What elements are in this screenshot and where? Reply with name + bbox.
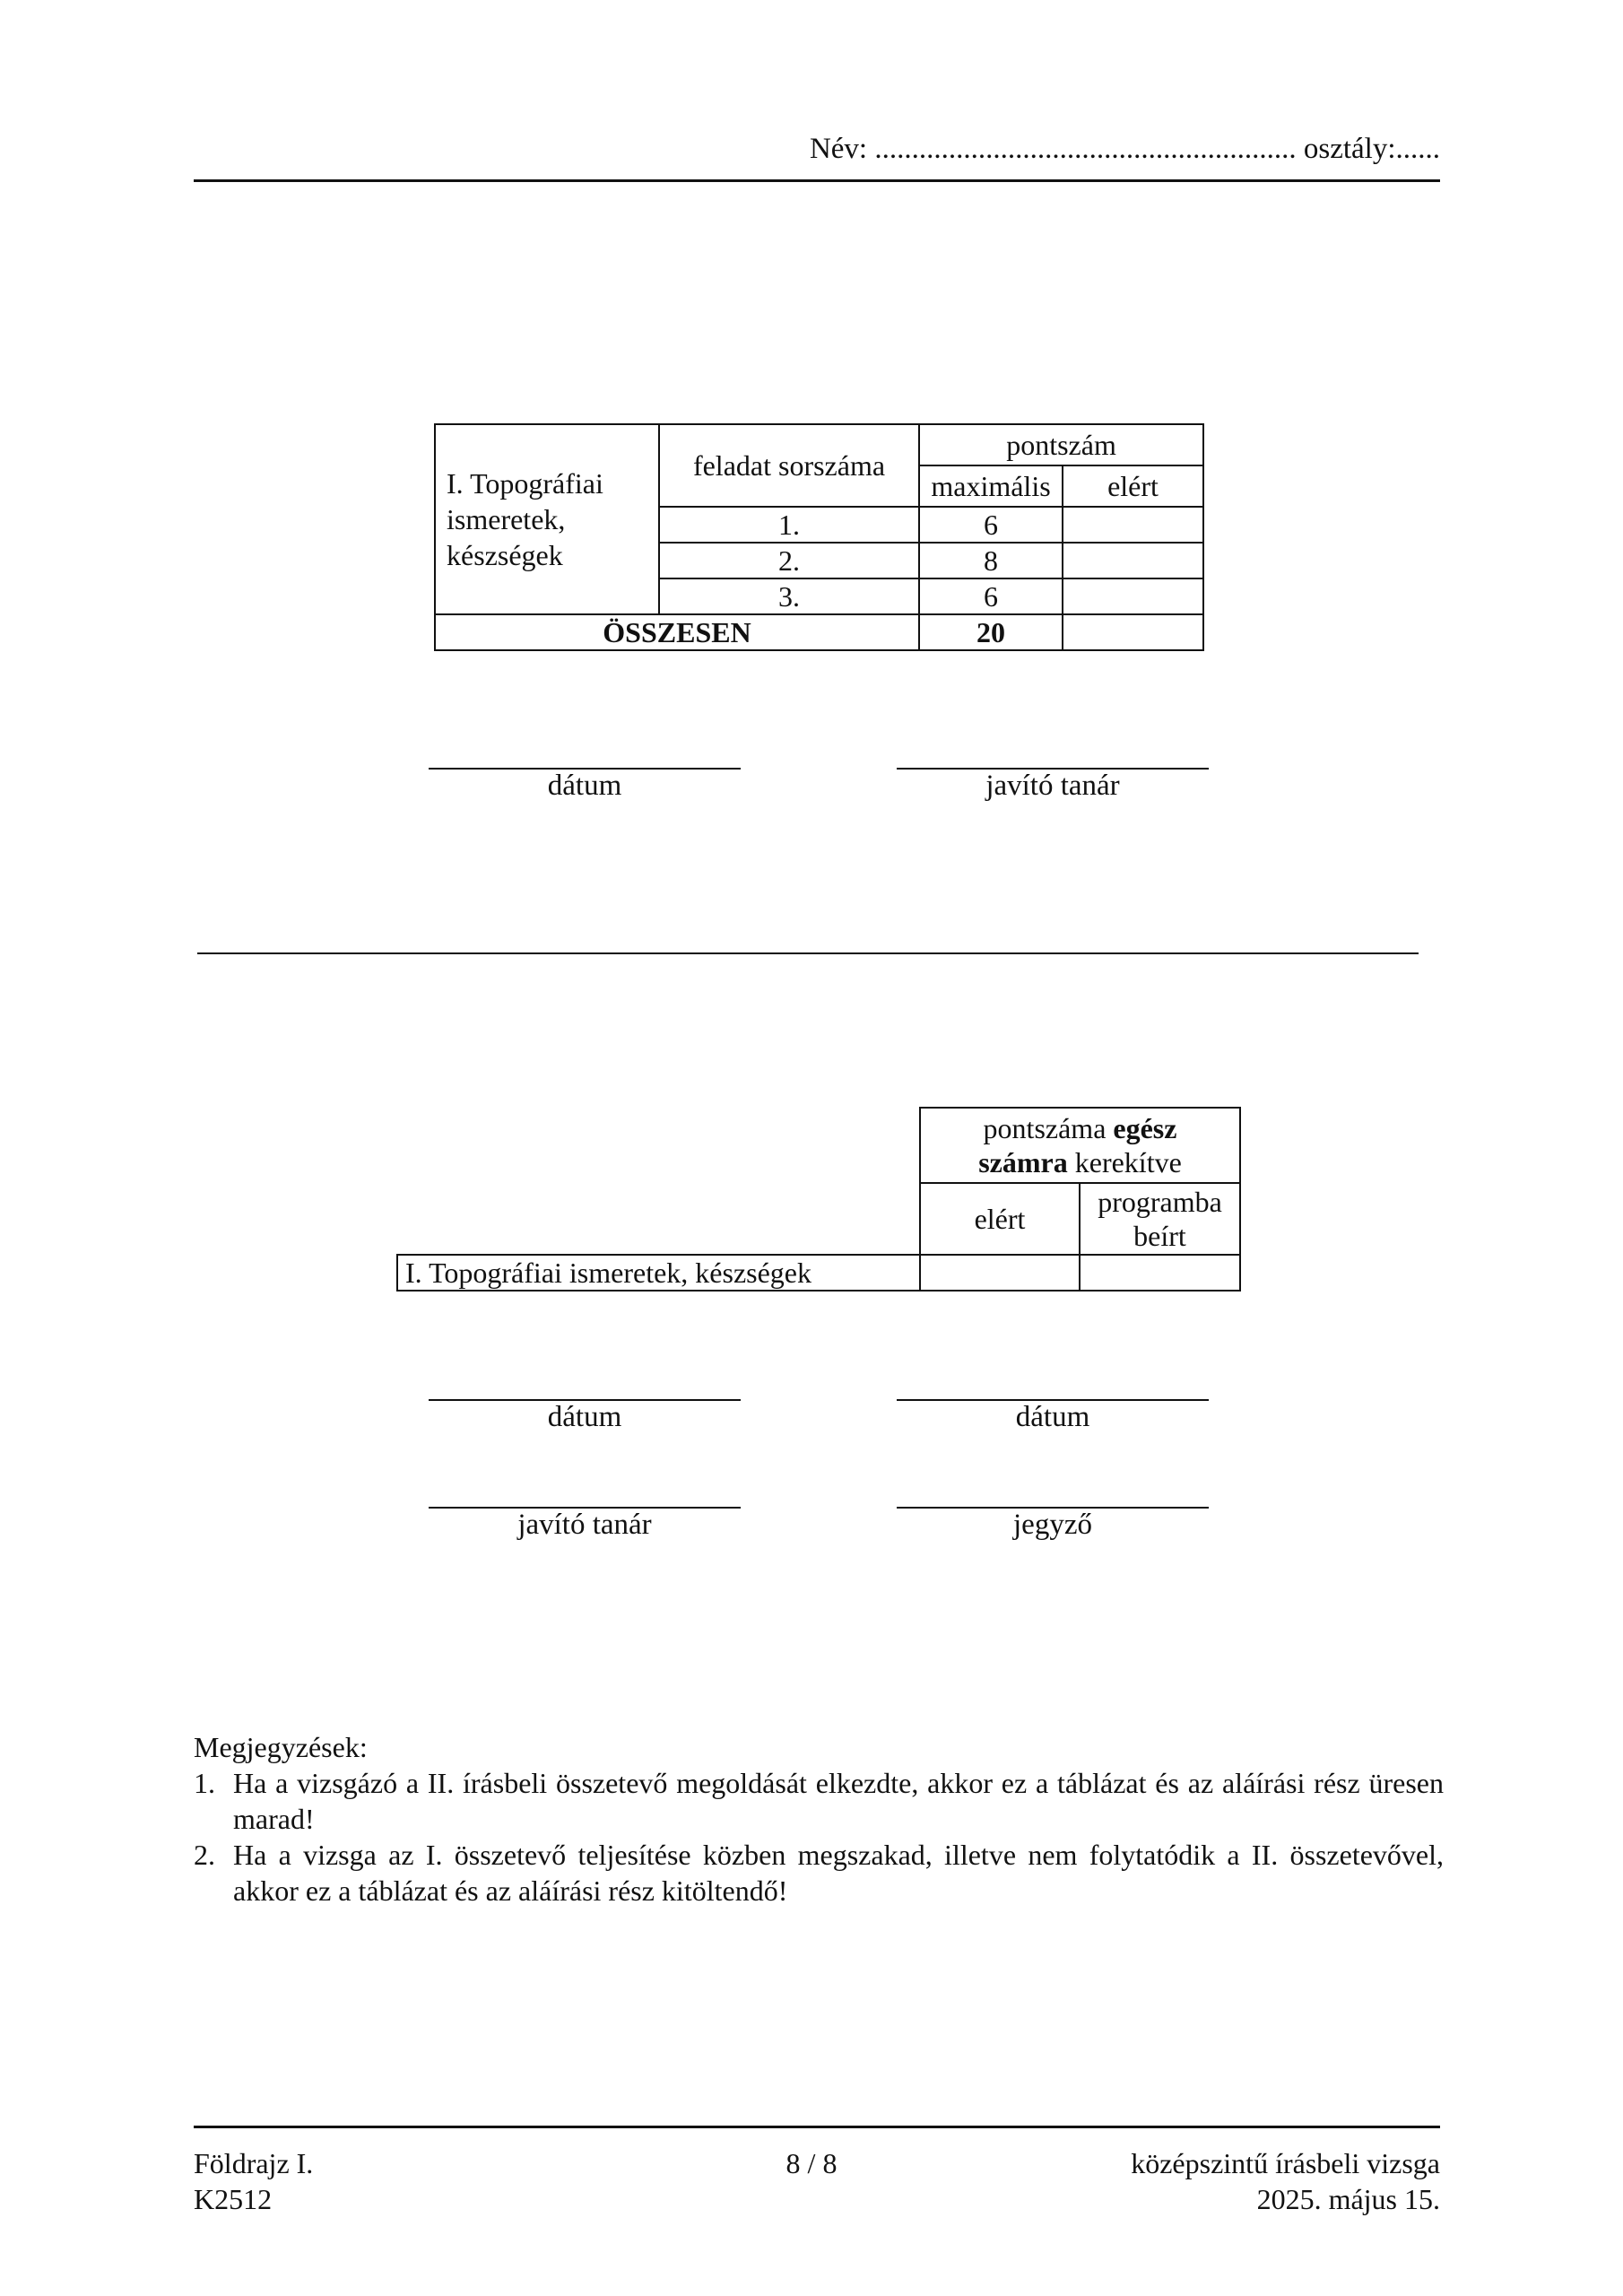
total-label: ÖSSZESEN (435, 614, 919, 650)
total-achieved-points[interactable] (1063, 614, 1203, 650)
section-divider (197, 952, 1419, 954)
summary-table (396, 1107, 1241, 1292)
section-label-line: ismeretek, (447, 503, 566, 535)
summary-program-cell[interactable] (1080, 1255, 1240, 1291)
footer-code: K2512 (194, 2183, 273, 2215)
task-number-cell: 1. (659, 507, 919, 543)
rounded-points-header-bold: számra (978, 1146, 1068, 1178)
program-entered-header (1080, 1183, 1240, 1255)
max-points-header: maximális (919, 465, 1063, 507)
note-item (194, 1837, 1444, 1909)
program-entered-header-line: beírt (1133, 1220, 1186, 1252)
points-header: pontszám (919, 424, 1203, 465)
score-table (434, 423, 1204, 651)
note-number: 2. (194, 1839, 215, 1871)
achieved-header: elért (920, 1183, 1080, 1255)
teacher-label: javító tanár (517, 1509, 652, 1541)
note-text: Ha a vizsgázó a II. írásbeli összetevő megoldását elkezdte, akkor ez a táblázat és az aláírási rész üresen marad! (233, 1767, 1444, 1835)
notes-title: Megjegyzések: (194, 1731, 368, 1763)
notes-section (194, 1729, 1444, 1909)
note-text: Ha a vizsga az I. összetevő teljesítése közben megszakad, illetve nem folytatódik a II. összetevővel, akkor ez a táblázat és az aláírási rész kitöltendő! (233, 1839, 1444, 1907)
header-rule (194, 179, 1440, 182)
summary-row-label: I. Topográfiai ismeretek, készségek (397, 1255, 920, 1291)
date-label: dátum (547, 770, 622, 802)
max-points-cell: 6 (919, 507, 1063, 543)
summary-blank-cell (397, 1108, 920, 1255)
notary-label: jegyző (1013, 1509, 1092, 1541)
teacher-label: javító tanár (985, 770, 1120, 802)
rounded-points-header (920, 1108, 1240, 1183)
date-label: dátum (547, 1401, 622, 1433)
section-label (435, 424, 659, 614)
achieved-points-cell[interactable] (1063, 507, 1203, 543)
name-class-field: Név: ......................................................... osztály:...... (809, 133, 1440, 165)
achieved-points-header: elért (1063, 465, 1203, 507)
rounded-points-header-text: kerekítve (1067, 1146, 1182, 1178)
note-item (194, 1765, 1444, 1837)
page-number: 8 / 8 (785, 2147, 838, 2179)
task-number-header: feladat sorszáma (659, 424, 919, 507)
program-entered-header-line: programba (1098, 1186, 1222, 1218)
section-label-line: I. Topográfiai (447, 467, 603, 500)
total-max-points: 20 (919, 614, 1063, 650)
note-number: 1. (194, 1767, 215, 1799)
max-points-cell: 6 (919, 578, 1063, 614)
footer-rule (194, 2126, 1440, 2128)
summary-achieved-cell[interactable] (920, 1255, 1080, 1291)
task-number-cell: 3. (659, 578, 919, 614)
achieved-points-cell[interactable] (1063, 543, 1203, 578)
footer-exam-level: középszintű írásbeli vizsga (1131, 2147, 1440, 2179)
task-number-cell: 2. (659, 543, 919, 578)
rounded-points-header-bold: egész (1113, 1112, 1177, 1144)
achieved-points-cell[interactable] (1063, 578, 1203, 614)
footer-date: 2025. május 15. (1256, 2183, 1440, 2215)
date-label: dátum (1015, 1401, 1090, 1433)
section-label-line: készségek (447, 539, 563, 571)
max-points-cell: 8 (919, 543, 1063, 578)
footer-subject: Földrajz I. (194, 2147, 314, 2179)
rounded-points-header-text: pontszáma (983, 1112, 1114, 1144)
